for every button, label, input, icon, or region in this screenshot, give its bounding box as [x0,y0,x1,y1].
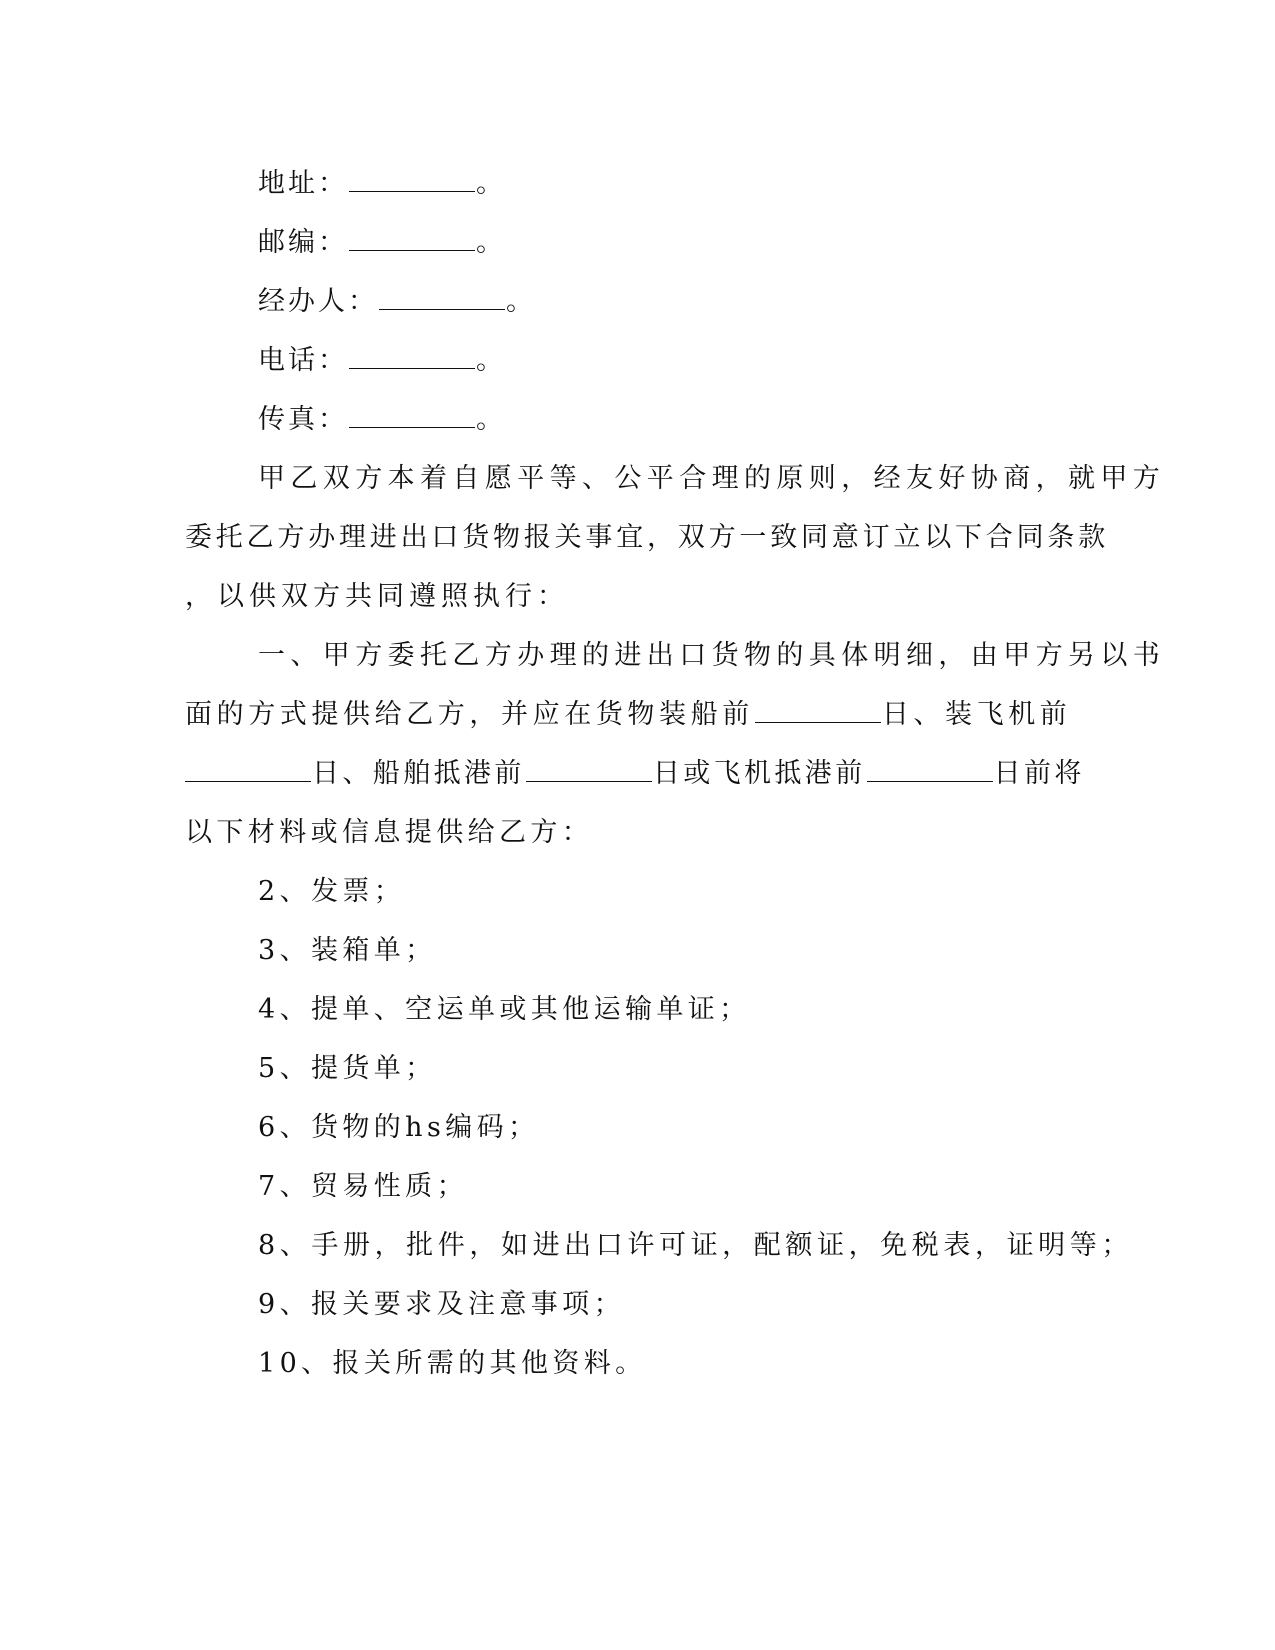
list-item: 4、提单、空运单或其他运输单证； [258,994,751,1025]
plane-loading-days-blank [185,757,311,782]
address-blank [349,167,475,192]
fax-line [258,402,506,438]
list-item: 8、手册，批件，如进出口许可证，配额证，免税表，证明等； [258,1230,1133,1261]
address-period: 。 [476,168,506,199]
ship-loading-days-blank [755,698,881,723]
intro-line-1: 甲乙双方本着自愿平等、公平合理的原则，经友好协商，就甲方 [258,463,1166,494]
list-item: 10、报关所需的其他资料。 [258,1348,647,1379]
ship-arrival-days-blank [526,757,652,782]
clause1-line-2-text-b: 日、装飞机前 [881,699,1072,730]
handler-blank [379,285,505,310]
handler-period: 。 [506,286,536,317]
list-item: 9、报关要求及注意事项； [258,1289,625,1320]
intro-line-3: ，以供双方共同遵照执行： [185,581,569,612]
fax-period: 。 [476,404,506,435]
postcode-label: 邮编： [258,227,348,258]
phone-blank [349,344,475,369]
intro-line-2: 委托乙方办理进出口货物报关事宜，双方一致同意订立以下合同条款 [185,522,1109,553]
clause1-line-2-text-a: 面的方式提供给乙方，并应在货物装船前 [185,699,754,730]
plane-arrival-days-blank [867,757,993,782]
list-item: 6、货物的hs编码； [258,1112,540,1143]
fax-blank [349,403,475,428]
phone-line [258,343,506,379]
postcode-period: 。 [476,227,506,258]
phone-label: 电话： [258,345,348,376]
fax-label: 传真： [258,404,348,435]
clause1-line-3-text-c: 日前将 [993,758,1085,789]
list-item: 7、贸易性质； [258,1171,468,1202]
clause1-line-2 [185,697,1071,733]
clause1-line-3-text-b: 日或飞机抵港前 [652,758,866,789]
address-label: 地址： [258,168,348,199]
list-item: 3、装箱单； [258,935,437,966]
phone-period: 。 [476,345,506,376]
handler-label: 经办人： [258,286,378,317]
postcode-line [258,225,506,261]
list-item: 5、提货单； [258,1053,437,1084]
address-line [258,166,506,202]
postcode-blank [349,226,475,251]
handler-line [258,284,536,320]
list-item: 2、发票； [258,876,406,907]
clause1-line-4: 以下材料或信息提供给乙方： [185,817,594,848]
clause1-line-3-text-a: 日、船舶抵港前 [312,758,525,789]
clause1-line-1: 一、甲方委托乙方办理的进出口货物的具体明细，由甲方另以书 [258,640,1166,671]
clause1-line-3 [185,756,1085,792]
